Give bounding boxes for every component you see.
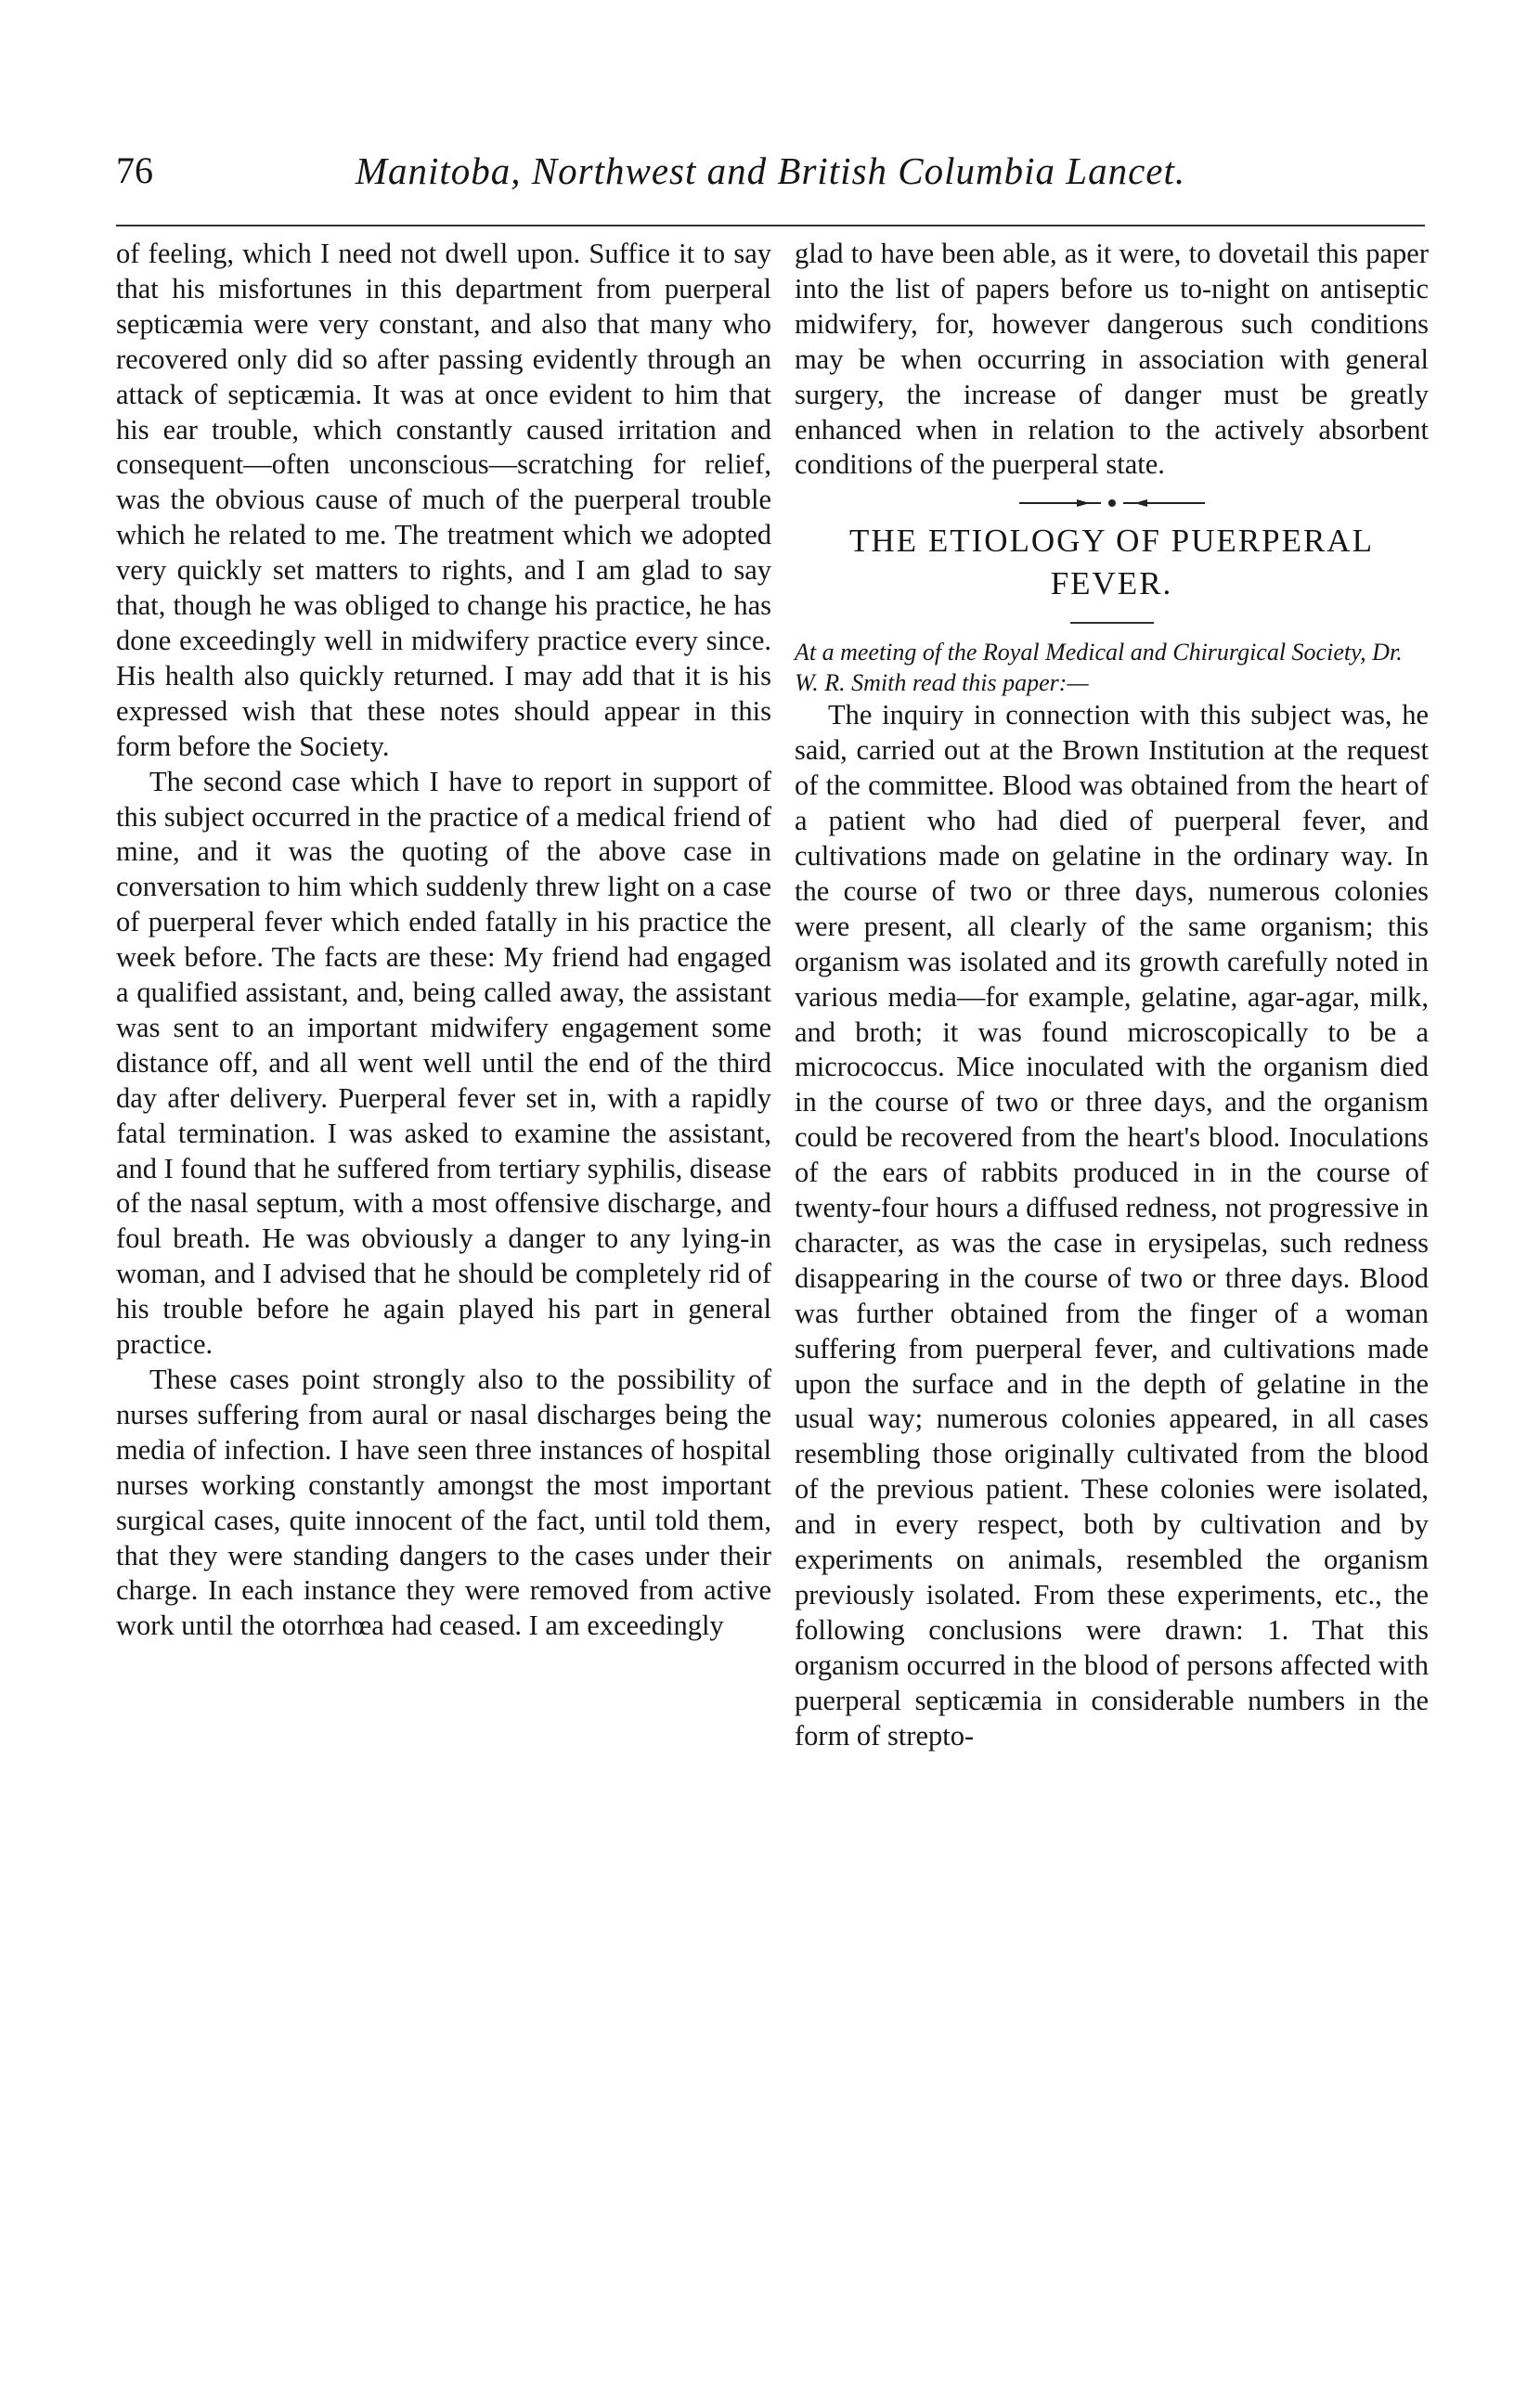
page-number: 76 (116, 149, 153, 191)
continuation-paragraph: glad to have been able, as it were, to dovetail this paper into the list of papers before us to-night on antiseptic midwifery, for, however dangerous such conditions may be when occurring in association with general surgery, the increase of danger must be greatly enhanced when in relation to the actively absorbent conditions of the puerperal state. (795, 238, 1429, 481)
left-column (116, 237, 771, 1644)
meeting-note: At a meeting of the Royal Medical and Chirurgical Society, Dr. W. R. Smith read this paper:— (795, 639, 1403, 697)
title-rule (1070, 622, 1154, 624)
running-title: Manitoba, Northwest and British Columbia Lancet. (355, 149, 1186, 192)
page-header (116, 149, 1425, 204)
article-title: THE ETIOLOGY OF PUERPERAL FEVER. (849, 523, 1374, 602)
left-paragraph-1: of feeling, which I need not dwell upon. Suffice it to say that his misfortunes in this department from puerperal septicæmia were very constant, and also that many who recovered only did so after passing evidently through an attack of septicæmia. It was at once evident to him that his ear trouble, which constantly caused irritation and consequent—often unconscious—scratching for relief, was the obvious cause of much of the puerperal trouble which he related to me. The treatment which we adopted very quickly set matters to rights, and I am glad to say that, though he was obliged to change his practice, he has done exceedingly well in midwifery practice every since. His health also quickly returned. I may add that it is his expressed wish that these notes should appear in this form before the Society. (116, 238, 771, 762)
section-ornament (795, 496, 1429, 511)
article-body: The inquiry in connection with this subject was, he said, carried out at the Brown Institution at the request of the committee. Blood was obtained from the heart of a patient who had died of puerperal fever, and cultivations made on gelatine in the ordinary way. In the course of two or three days, numerous colonies were present, all clearly of the same organism; this organism was isolated and its growth carefully noted in various media—for example, gelatine, agar-agar, milk, and broth; it was found microscopically to be a micrococcus. Mice inoculated with the organism died in the course of two or three days, and the organism could be recovered from the heart's blood. Inoculations of the ears of rabbits produced in in the course of twenty-four hours a diffused redness, not progressive in character, as was the case in erysipelas, such redness disappearing in the course of two or three days. Blood was further obtained from the finger of a woman suffering from puerperal fever, and cultivations made upon the surface and in the depth of gelatine in the usual way; numerous colonies appeared, in all cases resembling those originally cultivated from the blood of the previous patient. These colonies were isolated, and in every respect, both by cultivation and by experiments on animals, resembled the organism previously isolated. From these experiments, etc., the following conclusions were drawn: 1. That this organism occurred in the blood of persons affected with puerperal septicæmia in considerable numbers in the form of strepto- (795, 699, 1429, 1752)
left-paragraph-3: These cases point strongly also to the possibility of nurses suffering from aural or nasal discharges being the media of infection. I have seen three instances of hospital nurses working constantly amongst the most important surgical cases, quite innocent of the fact, until told them, that they were standing dangers to the cases under their charge. In each instance they were removed from active work until the otorrhœa had ceased. I am exceedingly (116, 1364, 771, 1642)
ornament-divider-icon (1019, 496, 1205, 511)
header-rule (116, 225, 1425, 226)
right-column (795, 237, 1429, 1754)
left-paragraph-2: The second case which I have to report in support of this subject occurred in the practice of a medical friend of mine, and it was the quoting of the above case in conversation to him which suddenly threw light on a case of puerperal fever which ended fatally in his practice the week before. The facts are these: My friend had engaged a qualified assistant, and, being called away, the assistant was sent to an important midwifery engagement some distance off, and all went well until the end of the third day after delivery. Puerperal fever set in, with a rapidly fatal termination. I was asked to examine the assistant, and I found that he suffered from tertiary syphilis, disease of the nasal septum, with a most offensive discharge, and foul breath. He was obviously a danger to any lying-in woman, and I advised that he should be completely rid of his trouble before he again played his part in general practice. (116, 765, 771, 1361)
